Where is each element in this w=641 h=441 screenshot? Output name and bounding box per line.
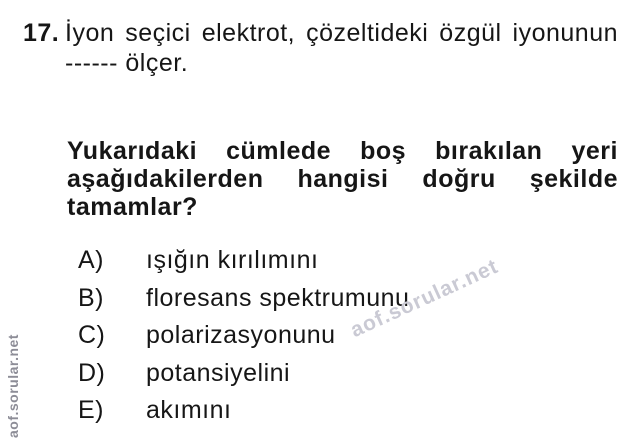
option-a <box>78 242 598 280</box>
prompt-line-2: aşağıdakilerden hangisi doğru şekilde <box>67 165 618 193</box>
stem-line-1: İyon seçici elektrot, çözeltideki özgül iyonunun <box>65 19 618 47</box>
option-b-text: floresans spektrumunu <box>146 283 410 312</box>
question-stem <box>65 18 618 78</box>
option-d-letter: D) <box>78 358 106 387</box>
option-e-text: akımını <box>146 396 232 424</box>
option-e-letter: E) <box>78 396 104 424</box>
option-b-letter: B) <box>78 283 104 312</box>
option-d-text: potansiyelini <box>146 358 291 387</box>
option-a-letter: A) <box>78 246 104 274</box>
watermark-diagonal: aof.sorular.net <box>347 254 502 343</box>
option-d <box>78 355 598 393</box>
question-prompt <box>67 137 618 221</box>
option-c-letter: C) <box>78 321 106 349</box>
option-a-text: ışığın kırılımını <box>146 246 319 274</box>
option-c <box>78 317 598 355</box>
question-number: 17. <box>23 19 60 47</box>
option-e <box>78 392 598 430</box>
prompt-line-1: Yukarıdaki cümlede boş bırakılan yeri <box>67 137 618 165</box>
options-list <box>78 242 598 430</box>
option-c-text: polarizasyonunu <box>146 321 336 349</box>
prompt-line-3: tamamlar? <box>67 193 198 221</box>
watermark-left-vertical: aof.sorular.net <box>5 334 21 438</box>
option-b <box>78 280 598 318</box>
stem-line-2: ------ ölçer. <box>65 49 189 77</box>
